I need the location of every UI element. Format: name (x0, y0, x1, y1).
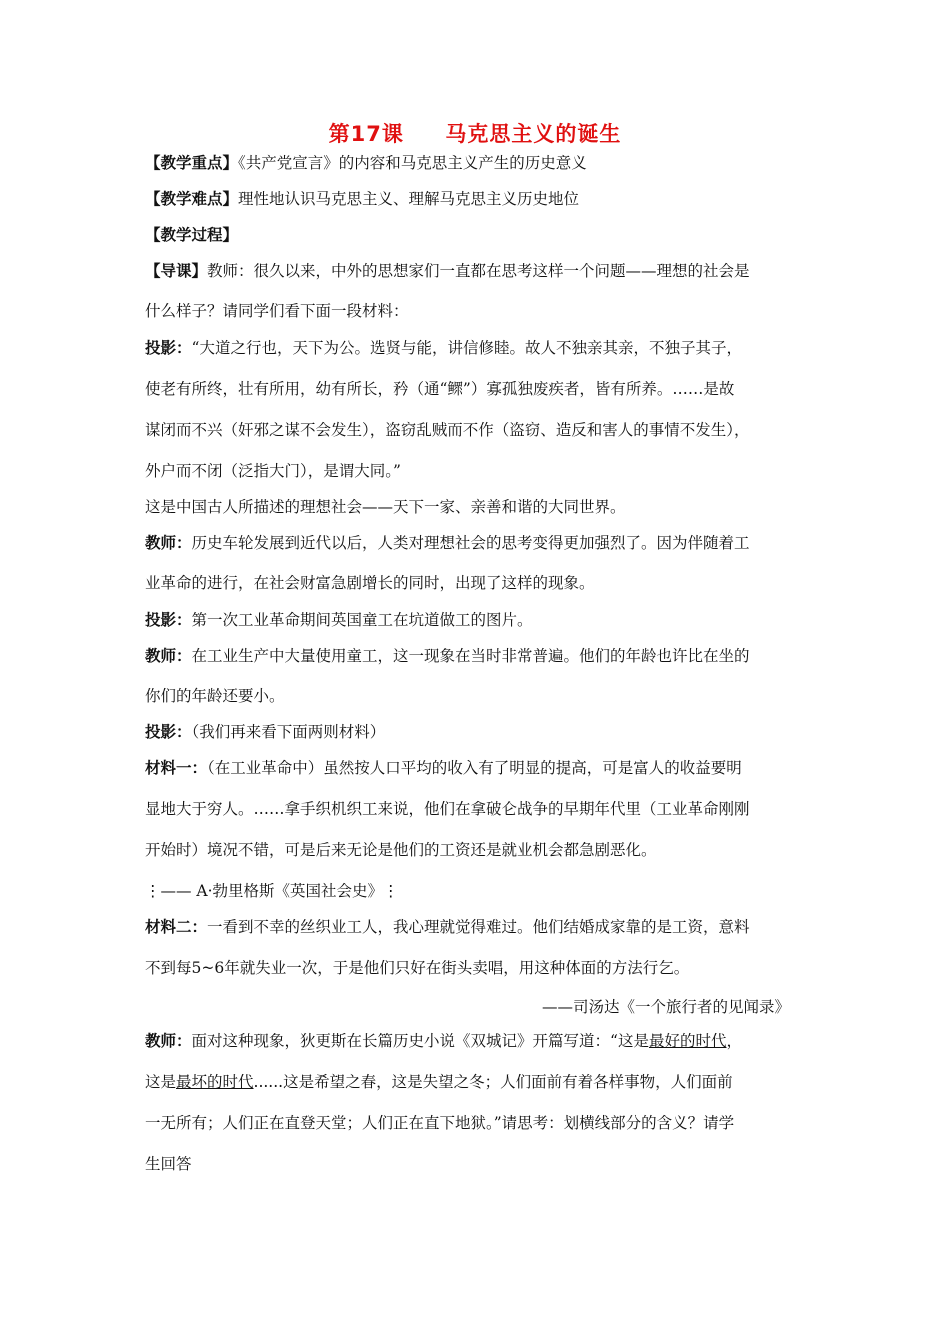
material-2-label: 材料二： (145, 918, 208, 936)
teacher-3-line-2 (145, 1072, 733, 1092)
intro-label: 【导课】 (145, 262, 208, 280)
datong-summary: 这是中国古人所描述的理想社会——天下一家、亲善和谐的大同世界。 (145, 498, 626, 516)
teacher-3-text-1a: 面对这种现象，狄更斯在长篇历史小说《双城记》开篇写道：“这是 (191, 1032, 649, 1050)
lesson-title: 第17课 马克思主义的诞生 (328, 122, 622, 146)
projection-2-text: 第一次工业革命期间英国童工在坑道做工的图片。 (191, 611, 533, 629)
underlined-worst-of-times: 最坏的时代 (176, 1073, 254, 1091)
teaching-focus-text: 《共产党宣言》的内容和马克思主义产生的历史意义 (238, 154, 587, 172)
material-1-label: 材料一： (145, 759, 208, 777)
teacher-3-line-1 (145, 1031, 742, 1051)
teacher-2-line-2: 你们的年龄还要小。 (145, 687, 285, 705)
intro-line-2: 什么样子？请同学们看下面一段材料： (145, 302, 409, 320)
projection-1-text-1: “大道之行也，天下为公。选贤与能，讲信修睦。故人不独亲其亲，不独子其子， (191, 339, 742, 357)
intro-line-1 (145, 261, 750, 281)
projection-1-line-2: 使老有所终，壮有所用，幼有所长，矜（通“鳏”）寡孤独废疾者，皆有所养。……是故 (145, 380, 735, 398)
projection-1-line-1 (145, 338, 742, 358)
teaching-difficulty (145, 189, 579, 209)
projection-1-label: 投影： (145, 339, 192, 357)
teacher-3-text-1b: ， (726, 1032, 742, 1050)
teacher-3-line-4: 生回答 (145, 1155, 192, 1173)
teaching-process-heading (145, 225, 238, 245)
teacher-3-line-3: 一无所有；人们正在直登天堂；人们正在直下地狱。”请思考：划横线部分的含义？请学 (145, 1114, 735, 1132)
underlined-best-of-times: 最好的时代 (648, 1032, 727, 1050)
material-2-line-2: 不到每5~6年就失业一次，于是他们只好在街头卖唱，用这种体面的方法行乞。 (145, 959, 690, 977)
teaching-focus-label: 【教学重点】 (145, 154, 239, 172)
teacher-2-line-1 (145, 646, 750, 666)
teacher-1-line-1 (145, 533, 750, 553)
teacher-1-text-1: 历史车轮发展到近代以后，人类对理想社会的思考变得更加强烈了。因为伴随着工 (191, 534, 750, 552)
projection-3-label: 投影： (145, 723, 192, 741)
material-1-line-2: 显地大于穷人。……拿手织机织工来说，他们在拿破仑战争的早期年代里（工业革命刚刚 (145, 800, 750, 818)
teacher-3-label: 教师： (145, 1032, 192, 1050)
projection-1-line-4: 外户而不闭（泛指大门），是谓大同。” (145, 462, 401, 480)
material-2-source: ——司汤达《一个旅行者的见闻录》 (541, 998, 790, 1016)
projection-3 (145, 722, 385, 742)
material-1-text-1: （在工业革命中）虽然按人口平均的收入有了明显的提高，可是富人的收益要明 (207, 759, 742, 777)
intro-text-1: 教师：很久以来，中外的思想家们一直都在思考这样一个问题——理想的社会是 (207, 262, 750, 280)
teacher-2-text-1: 在工业生产中大量使用童工，这一现象在当时非常普遍。他们的年龄也许比在坐的 (191, 647, 750, 665)
teaching-difficulty-label: 【教学难点】 (145, 190, 239, 208)
material-1-line-1 (145, 758, 742, 778)
teacher-2-label: 教师： (145, 647, 192, 665)
material-1-source: ⋮—— A·勃里格斯《英国社会史》⋮ (145, 882, 399, 900)
teaching-difficulty-text: 理性地认识马克思主义、理解马克思主义历史地位 (238, 190, 580, 208)
teacher-1-label: 教师： (145, 534, 192, 552)
material-1-line-3: 开始时）境况不错，可是后来无论是他们的工资还是就业机会都急剧恶化。 (145, 841, 657, 859)
material-2-line-1 (145, 917, 750, 937)
projection-2-label: 投影： (145, 611, 192, 629)
material-2-text-1: 一看到不幸的丝织业工人，我心理就觉得难过。他们结婚成家靠的是工资，意料 (207, 918, 750, 936)
teacher-3-text-2a: 这是 (145, 1073, 177, 1091)
teacher-1-line-2: 业革命的进行，在社会财富急剧增长的同时，出现了这样的现象。 (145, 574, 595, 592)
projection-1-line-3: 谋闭而不兴（奸邪之谋不会发生），盗窃乱贼而不作（盗窃、造反和害人的事情不发生）， (145, 421, 750, 439)
teaching-focus (145, 153, 587, 173)
teaching-process-label: 【教学过程】 (145, 226, 239, 244)
teacher-3-text-2b: ......这是希望之春，这是失望之冬；人们面前有着各样事物，人们面前 (253, 1073, 733, 1091)
projection-3-text: （我们再来看下面两则材料） (191, 723, 386, 741)
projection-2 (145, 610, 533, 630)
